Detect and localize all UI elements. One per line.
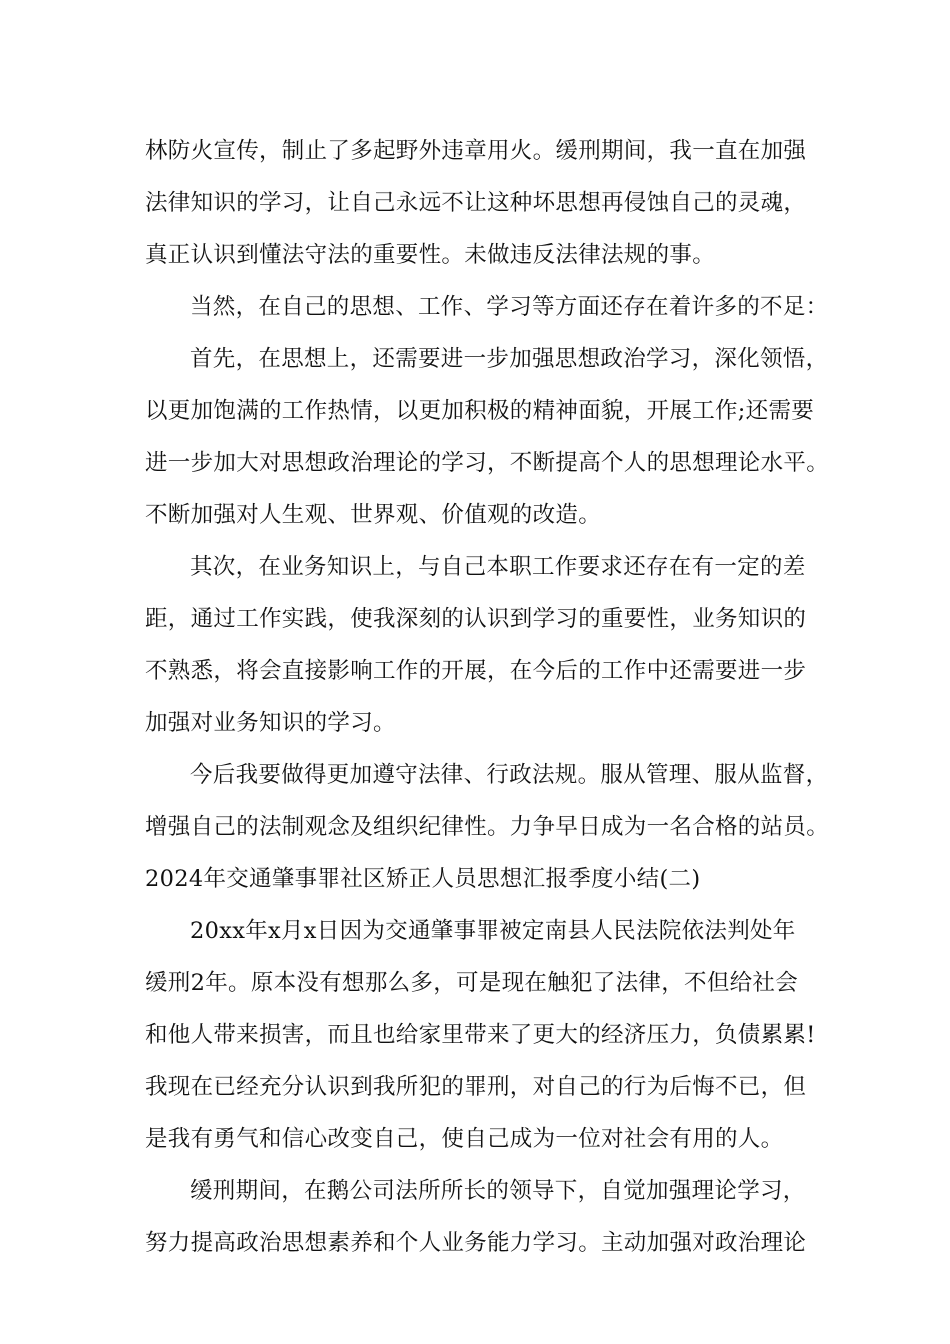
text-line: 我现在已经充分认识到我所犯的罪刑，对自己的行为后悔不已，但 — [145, 1074, 807, 1100]
text-line: 林防火宣传，制止了多起野外违章用火。缓刑期间，我一直在加强 — [145, 138, 807, 164]
text-line: 当然，在自己的思想、工作、学习等方面还存在着许多的不足： — [190, 294, 829, 320]
text-line: 真正认识到懂法守法的重要性。未做违反法律法规的事。 — [145, 242, 716, 268]
text-line: 缓刑期间，在鹅公司法所所长的领导下，自觉加强理论学习， — [190, 1178, 806, 1204]
text-line: 进一步加大对思想政治理论的学习，不断提高个人的思想理论水平。 — [145, 450, 830, 476]
text-line: 努力提高政治思想素养和个人业务能力学习。主动加强对政治理论 — [145, 1230, 807, 1256]
text-line: 法律知识的学习，让自己永远不让这种坏思想再侵蚀自己的灵魂， — [145, 190, 807, 216]
text-line: 其次，在业务知识上，与自己本职工作要求还存在有一定的差 — [190, 554, 806, 580]
section-heading: 2024年交通肇事罪社区矫正人员思想汇报季度小结(二) — [145, 866, 701, 892]
text-line: 增强自己的法制观念及组织纪律性。力争早日成为一名合格的站员。 — [145, 814, 830, 840]
text-line: 距，通过工作实践，使我深刻的认识到学习的重要性，业务知识的 — [145, 606, 807, 632]
text-line: 不断加强对人生观、世界观、价值观的改造。 — [145, 502, 602, 528]
text-line: 20xx年x月x日因为交通肇事罪被定南县人民法院依法判处年 — [190, 918, 796, 944]
text-line: 和他人带来损害，而且也给家里带来了更大的经济压力，负债累累! — [145, 1022, 816, 1048]
text-line: 以更加饱满的工作热情，以更加积极的精神面貌，开展工作;还需要 — [145, 398, 815, 424]
text-line: 加强对业务知识的学习。 — [145, 710, 396, 736]
text-line: 是我有勇气和信心改变自己，使自己成为一位对社会有用的人。 — [145, 1126, 784, 1152]
text-line: 不熟悉，将会直接影响工作的开展，在今后的工作中还需要进一步 — [145, 658, 807, 684]
text-line: 缓刑2年。原本没有想那么多，可是现在触犯了法律，不但给社会 — [145, 970, 799, 996]
text-line: 首先，在思想上，还需要进一步加强思想政治学习，深化领悟， — [190, 346, 829, 372]
text-line: 今后我要做得更加遵守法律、行政法规。服从管理、服从监督， — [190, 762, 829, 788]
